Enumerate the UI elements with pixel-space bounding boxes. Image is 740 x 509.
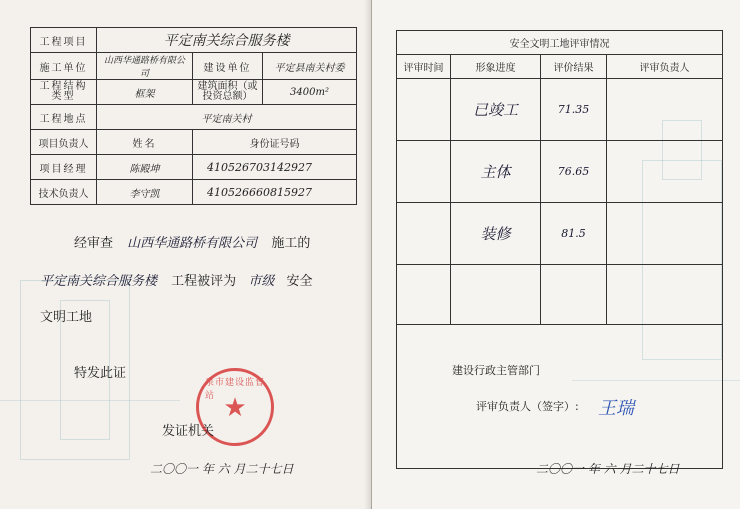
cell-reviewer (607, 79, 723, 141)
review-date: 二〇〇一 年 六 月二十七日 (536, 462, 680, 476)
cell-result: 81.5 (541, 203, 607, 265)
value-area: 3400m² (263, 80, 357, 105)
cell-progress: 主体 (451, 141, 541, 203)
cell-time (397, 203, 451, 265)
label-tech-lead: 技术负责人 (31, 180, 97, 205)
value-tech-lead-name: 李守凯 (97, 180, 193, 205)
value-project-name: 平定南关综合服务楼 (97, 28, 357, 53)
cell-progress: 已竣工 (451, 79, 541, 141)
review-title: 安全文明工地评审情况 (397, 31, 723, 55)
review-header-row (397, 55, 723, 79)
cell-reviewer (607, 203, 723, 265)
issuer-label: 发证机关 (162, 424, 215, 439)
cert-line-3: 文明工地 (40, 310, 93, 325)
issue-date: 二〇〇一 年 六 月二十七日 (150, 462, 294, 476)
cell-reviewer (607, 141, 723, 203)
cell-time (397, 79, 451, 141)
background-line (0, 400, 180, 401)
value-build-unit: 平定县南关村委 (263, 53, 357, 80)
label-location: 工程地点 (31, 105, 97, 130)
label-structure: 工程结构类型 (31, 80, 97, 105)
label-name-col: 姓名 (97, 130, 193, 155)
cell-progress: 装修 (451, 203, 541, 265)
cert-suffix: 施工的 (271, 236, 311, 251)
row-construction-unit (31, 53, 357, 80)
col-result: 评价结果 (541, 55, 607, 79)
cell-reviewer (607, 265, 723, 325)
seal-star-icon: ★ (223, 393, 247, 423)
dept-label: 建设行政主管部门 (452, 364, 540, 377)
cell-result (541, 265, 607, 325)
row-location (31, 105, 357, 130)
project-info-table (30, 27, 357, 205)
col-time: 评审时间 (397, 55, 451, 79)
cell-time (397, 265, 451, 325)
review-row (397, 141, 723, 203)
reviewer-sign-label: 评审负责人（签字）: (476, 400, 579, 413)
row-manager (31, 155, 357, 180)
row-tech-lead (31, 180, 357, 205)
col-reviewer: 评审负责人 (607, 55, 723, 79)
cell-time (397, 141, 451, 203)
row-project-name (31, 28, 357, 53)
reviewer-signature: 王瑞 (598, 398, 634, 419)
cert-line-2 (40, 270, 312, 289)
cert-project: 平定南关综合服务楼 (40, 274, 158, 289)
value-location: 平定南关村 (97, 105, 357, 130)
col-progress: 形象进度 (451, 55, 541, 79)
row-people-header (31, 130, 357, 155)
review-row (397, 203, 723, 265)
cert-prefix: 经审查 (74, 236, 114, 251)
cert-suffix-2: 安全 (286, 274, 313, 289)
cell-result: 71.35 (541, 79, 607, 141)
review-row (397, 265, 723, 325)
label-area: 建筑面积（或投资总额） (193, 80, 263, 105)
label-project-lead: 项目负责人 (31, 130, 97, 155)
label-manager: 项目经理 (31, 155, 97, 180)
value-manager-name: 陈殿坤 (97, 155, 193, 180)
cert-special: 特发此证 (74, 366, 127, 381)
label-id-col: 身份证号码 (193, 130, 357, 155)
review-bottom-cell (397, 325, 723, 469)
cell-progress (451, 265, 541, 325)
review-title-row (397, 31, 723, 55)
label-build-unit: 建设单位 (193, 53, 263, 80)
review-row (397, 79, 723, 141)
cert-mid: 工程被评为 (171, 274, 237, 289)
value-manager-id: 410526703142927 (193, 155, 357, 180)
label-construction-unit: 施工单位 (31, 53, 97, 80)
cell-result: 76.65 (541, 141, 607, 203)
value-tech-lead-id: 410526660815927 (193, 180, 357, 205)
review-bottom-row (397, 325, 723, 469)
cert-level: 市级 (248, 274, 275, 289)
value-construction-unit: 山西华通路桥有限公司 (97, 53, 193, 80)
value-structure: 框架 (97, 80, 193, 105)
label-project-name: 工程项目 (31, 28, 97, 53)
cert-line-1 (74, 232, 310, 251)
seal-text: 泉市建设监督站 (205, 378, 266, 401)
row-structure (31, 80, 357, 105)
cert-company: 山西华通路桥有限公司 (127, 236, 258, 251)
